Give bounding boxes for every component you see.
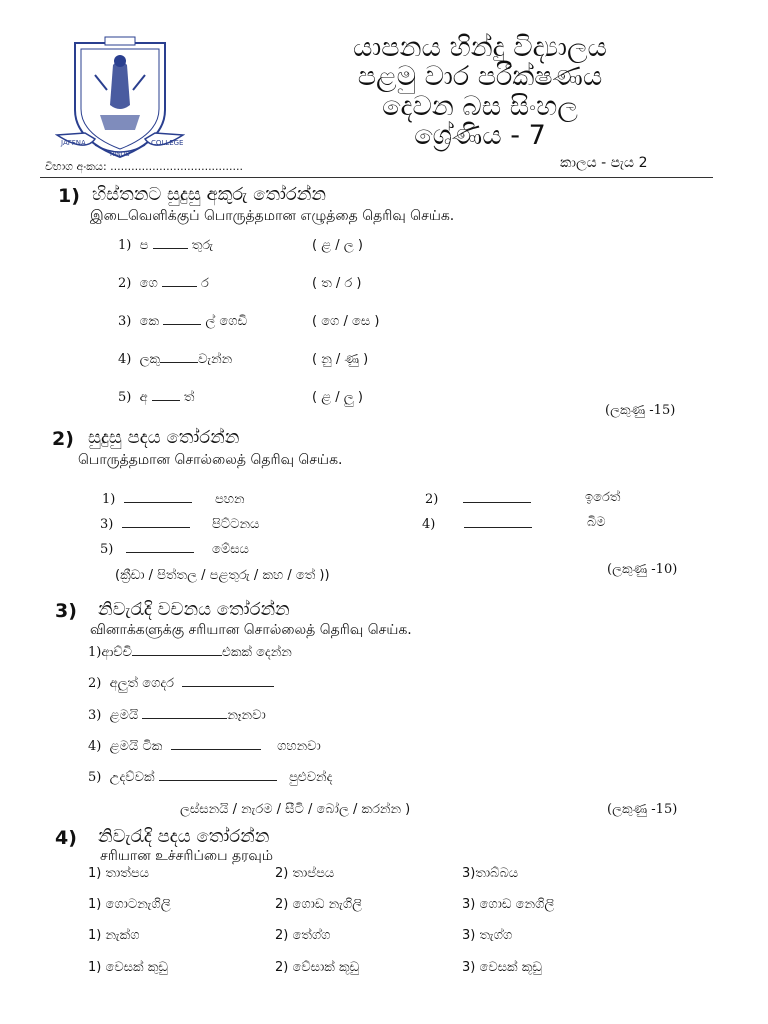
q1-options-3: ( ගෙ / සෙ ) xyxy=(312,314,380,329)
q1-options-1: ( ළ / ල ) xyxy=(312,238,363,253)
answer-blank[interactable] xyxy=(142,717,227,719)
answer-blank[interactable] xyxy=(159,779,277,781)
q1-options-5: ( ළ / ලු ) xyxy=(312,390,363,405)
q3-number: 3) xyxy=(55,600,77,622)
q1-options-4: ( නු / ණු ) xyxy=(312,352,369,367)
exam-title: පළමු වාර පරීක්ෂණය xyxy=(357,61,603,92)
list-item: 3) xyxy=(100,517,190,532)
answer-blank[interactable] xyxy=(171,748,261,750)
q2-word-1: පහන xyxy=(215,492,245,507)
list-item: 1) ප තුරු xyxy=(118,238,214,253)
q4-number: 4) xyxy=(55,827,77,849)
subject-title: දෙවන බස සිංහල xyxy=(382,91,578,122)
list-item: 1) ගොටනැගිලි xyxy=(88,897,171,912)
q4-title: නිවැරැදි පදය තෝරන්න xyxy=(98,826,270,847)
q3-marks: (ලකුණු -15) xyxy=(607,802,678,817)
grade-title: ශ්‍රේණිය - 7 xyxy=(414,120,546,151)
list-item: 4) xyxy=(422,517,532,532)
answer-blank[interactable] xyxy=(464,526,532,528)
q3-options: ලස්සනයි / නැරම / සීටි / බෝල / කරන්න ) xyxy=(180,802,411,817)
list-item: 2) ගොඩ නැගිලි xyxy=(275,897,363,912)
exam-number-field: විභාග අංකය: ...................................... xyxy=(45,160,244,173)
list-item: 1) තාත්පය xyxy=(88,866,150,881)
time-label: කාලය - පැය 2 xyxy=(560,155,648,171)
q2-title: සුදුසු පදය තෝරන්න xyxy=(88,427,240,448)
list-item: 2) තේග්ග xyxy=(275,928,331,943)
list-item: 1) xyxy=(102,492,192,507)
list-item: 1) වෙසක් කුඩු xyxy=(88,960,168,975)
list-item: 2) xyxy=(425,492,531,507)
q1-options-2: ( ත / ර ) xyxy=(312,276,362,291)
list-item: 3) ගොඩ නෙගිලි xyxy=(462,897,555,912)
header-divider xyxy=(40,177,713,178)
answer-blank[interactable] xyxy=(126,551,194,553)
q1-title: හිස්තනට සුදුසු අකුරු තෝරන්න xyxy=(92,184,326,205)
list-item: 5) උදව්වක් පුළුවන්ද xyxy=(88,770,333,785)
q2-word-4: බිම xyxy=(587,515,606,530)
q3-title: නිවැරැදි වචනය තෝරන්න xyxy=(98,599,290,620)
q3-tamil-instruction: வினாக்களுக்கு சரியான சொல்லைத் தெரிவு செய்க. xyxy=(90,622,412,638)
list-item: 5) xyxy=(100,542,194,557)
answer-blank[interactable] xyxy=(132,654,222,656)
list-item: 4) ළමයි ටික ගහනවා xyxy=(88,739,321,754)
list-item: 1)ආච්චි එකක් දෙන්න xyxy=(88,645,292,660)
answer-blank[interactable] xyxy=(153,247,188,249)
q2-word-3: පිට්ටනය xyxy=(212,517,260,532)
logo-text-left: JAFFNA xyxy=(61,139,86,147)
answer-blank[interactable] xyxy=(163,323,201,325)
q2-word-5: මේසය xyxy=(212,542,249,557)
list-item: 3) වෙසක් කූඩු xyxy=(462,960,542,975)
logo-text-mid: HINDU xyxy=(110,151,130,158)
list-item: 2) තාප්පය xyxy=(275,866,335,881)
q1-number: 1) xyxy=(58,185,80,207)
list-item: 3) ළමයි නෑනවා xyxy=(88,708,266,723)
list-item: 2) වේසාක් කූඩු xyxy=(275,960,360,975)
q2-tamil-instruction: பொருத்தமான சொல்லைத் தெரிவு செய்க. xyxy=(78,452,343,468)
list-item: 2) අලුත් ගෙදර xyxy=(88,676,274,691)
answer-blank[interactable] xyxy=(160,361,198,363)
list-item: 2) ගෙ ර xyxy=(118,276,209,291)
q1-tamil-instruction: இடைவெளிக்குப் பொருத்தமான எழுத்தை தெரிவு செய்க. xyxy=(90,208,455,224)
q1-marks: (ලකුණු -15) xyxy=(605,403,676,418)
list-item: 3) කෙ ල් ගෙඩි xyxy=(118,314,248,329)
answer-blank[interactable] xyxy=(122,526,190,528)
list-item: 1) නැක්ග xyxy=(88,928,140,943)
answer-blank[interactable] xyxy=(162,285,197,287)
answer-blank[interactable] xyxy=(182,685,274,687)
college-crest-logo xyxy=(55,35,185,165)
q4-tamil-instruction: சரியான உச்சரிப்பை தரவும் xyxy=(100,848,274,864)
q2-marks: (ලකුණු -10) xyxy=(607,562,678,577)
list-item: 3)තාබ්බය xyxy=(462,866,519,881)
q2-options: (ක්‍රීඩා / පිත්තල / පළතුරු / කහ / තේ )) xyxy=(115,568,330,583)
school-name: යාපනය හින්දු විද්‍යාලය xyxy=(353,32,607,63)
q2-number: 2) xyxy=(52,428,74,450)
list-item: 5) අ ත් xyxy=(118,390,195,405)
q2-word-2: ඉරෙත් xyxy=(585,490,621,505)
answer-blank[interactable] xyxy=(152,399,180,401)
answer-blank[interactable] xyxy=(124,501,192,503)
answer-blank[interactable] xyxy=(463,501,531,503)
list-item: 3) තැග්ග xyxy=(462,928,513,943)
logo-text-right: COLLEGE xyxy=(151,139,184,147)
list-item: 4) ලකු වැන්න xyxy=(118,352,233,367)
